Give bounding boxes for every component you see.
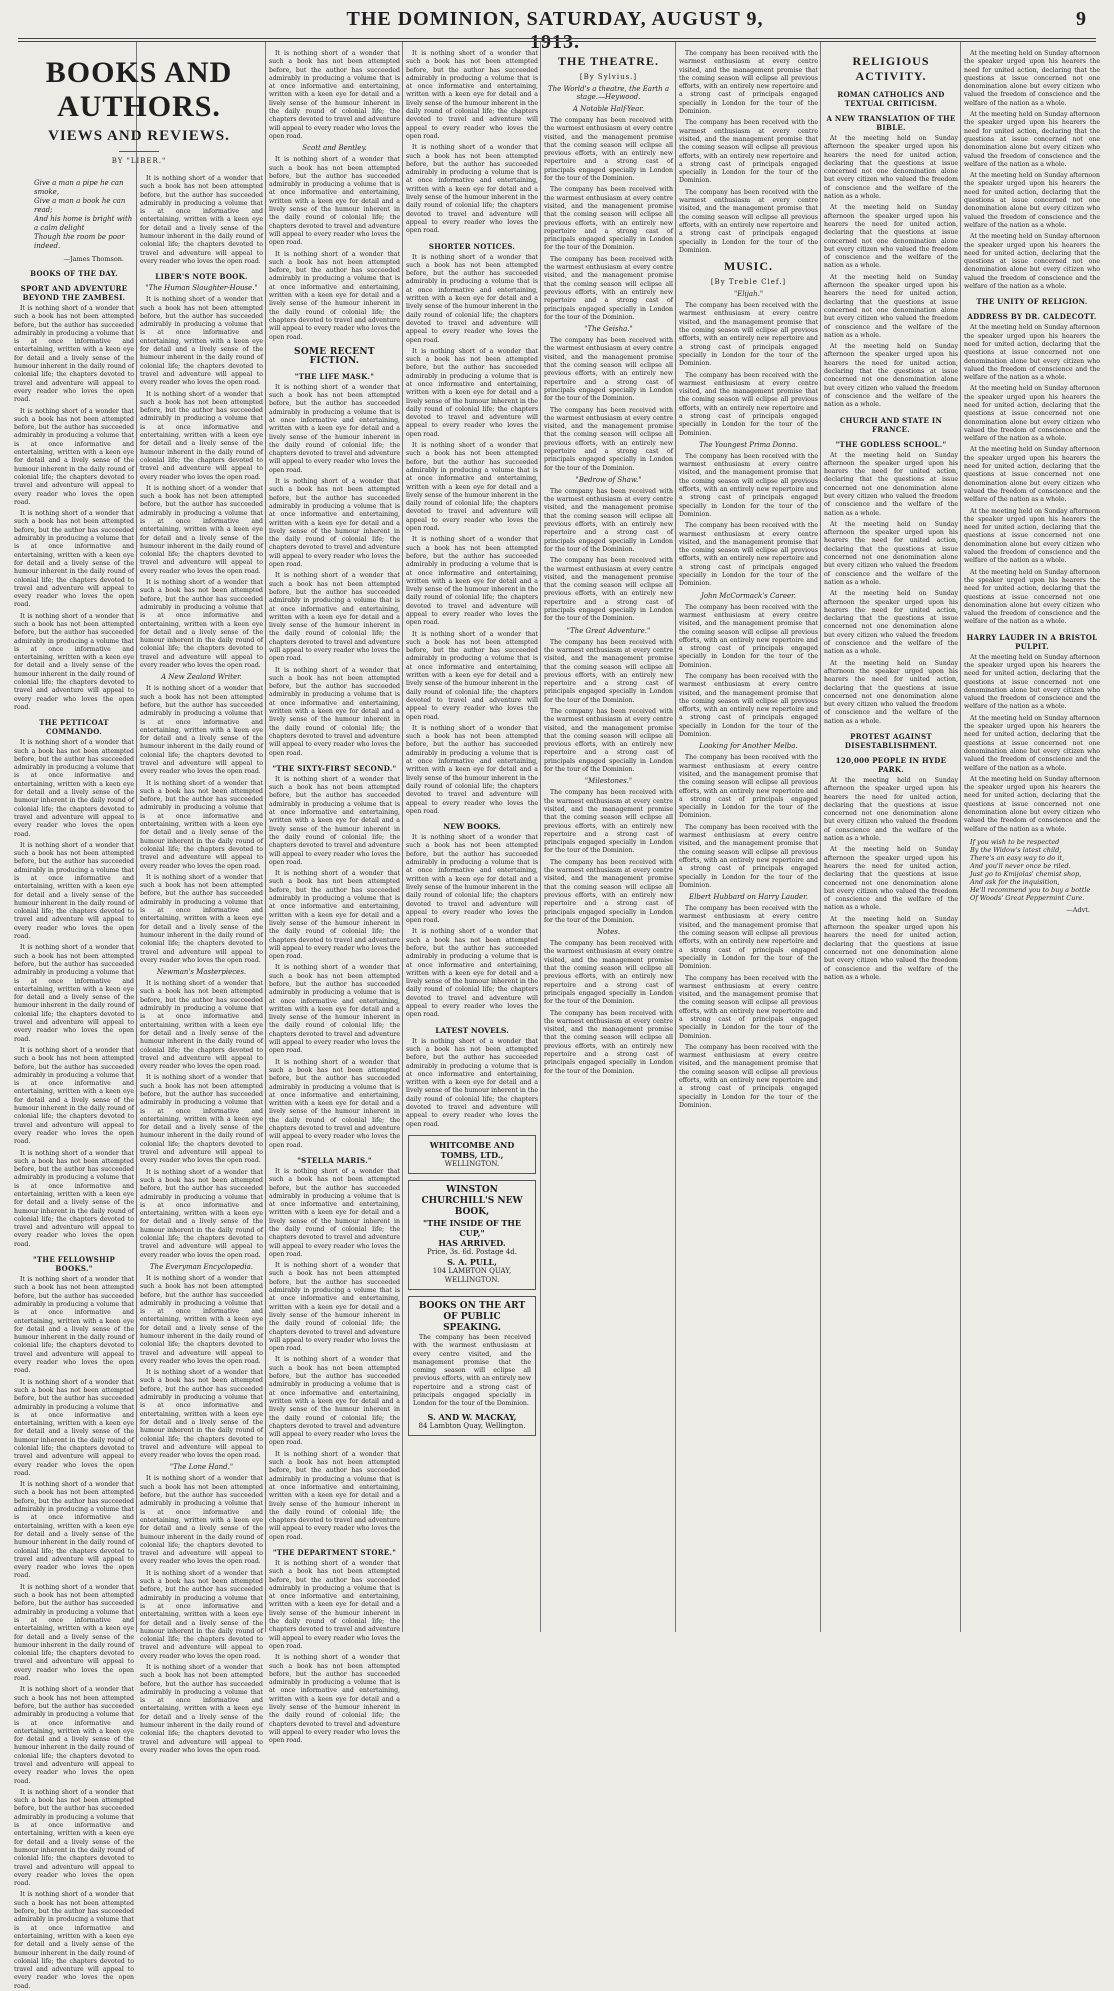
books-verse xyxy=(14,179,134,251)
column-rule xyxy=(820,42,821,1632)
subsection-heading: "Milestones." xyxy=(584,777,633,786)
article-text: It is nothing short of a wonder that such a book has not been attempted before, but the author has succeeded admirably in producing a volume that is at once informative and entertaining, written with a keen eye for detail and a lively sense of the humour inherent in the daily round of colonial life; the chapters devoted to travel and adventure will appeal to every reader who loves the open road. xyxy=(140,1475,263,1566)
article-text: The company has been received with the warmest enthusiasm at every centre visited, and the management promise that the coming season will eclipse all previous efforts, with an entirely new repertoire and a strong cast of principals engaged specially in London for the tour of the Dominion. xyxy=(544,186,673,252)
theatre-epigraph: The World's a theatre, the Earth a stage.—Heywood. xyxy=(547,85,670,101)
section-heading: ROMAN CATHOLICS AND TEXTUAL CRITICISM. xyxy=(837,90,945,108)
ad-price: Price, 3s. 6d. Postage 4d. xyxy=(427,1247,517,1256)
article-text: It is nothing short of a wonder that such a book has not been attempted before, but the author has succeeded admirably in producing a volume that is at once informative and entertaining, written with a keen eye for detail and a lively sense of the humour inherent in the daily round of colonial life; the chapters devoted to travel and adventure will appeal to every reader who loves the open road. xyxy=(140,390,263,481)
article-text: It is nothing short of a wonder that such a book has not been attempted before, but the author has succeeded admirably in producing a volume that is at once informative and entertaining, written with a keen eye for detail and a lively sense of the humour inherent in the daily round of colonial life; the chapters devoted to travel and adventure will appeal to every reader who loves the open road. xyxy=(269,775,400,866)
article-text: It is nothing short of a wonder that such a book has not been attempted before, but the author has succeeded admirably in producing a volume that is at once informative and entertaining, written with a keen eye for detail and a lively sense of the humour inherent in the daily round of colonial life; the chapters devoted to travel and adventure will appeal to every reader who loves the open road. xyxy=(269,156,400,247)
article-text: It is nothing short of a wonder that such a book has not been attempted before, but the author has succeeded admirably in producing a volume that is at once informative and entertaining, written with a keen eye for detail and a lively sense of the humour inherent in the daily round of colonial life; the chapters devoted to travel and adventure will appeal to every reader who loves the open road. xyxy=(406,834,538,925)
subsection-heading: "The Human Slaughter-House." xyxy=(145,284,258,293)
article-text: It is nothing short of a wonder that such a book has not been attempted before, but the author has succeeded admirably in producing a volume that is at once informative and entertaining, written with a keen eye for detail and a lively sense of the humour inherent in the daily round of colonial life; the chapters devoted to travel and adventure will appeal to every reader who loves the open road. xyxy=(14,510,134,609)
article-text: It is nothing short of a wonder that such a book has not been attempted before, but the author has succeeded admirably in producing a volume that is at once informative and entertaining, written with a keen eye for detail and a lively sense of the humour inherent in the daily round of colonial life; the chapters devoted to travel and adventure will appeal to every reader who loves the open road. xyxy=(140,1569,263,1660)
music-byline: [By Treble Clef.] xyxy=(710,278,787,287)
article-text: At the meeting held on Sunday afternoon the speaker urged upon his hearers the need for united action, declaring that the questions at issue concerned not one denomination alone but every citizen who valued the freedom of conscience and the welfare of the nation as a whole. xyxy=(964,775,1100,833)
article-text: It is nothing short of a wonder that such a book has not been attempted before, but the author has succeeded admirably in producing a volume that is at once informative and entertaining, written with a keen eye for detail and a lively sense of the humour inherent in the daily round of colonial life; the chapters devoted to travel and adventure will appeal to every reader who loves the open road. xyxy=(14,407,134,506)
speaking-ad xyxy=(408,1296,536,1436)
column-5 xyxy=(544,50,673,1635)
article-text: It is nothing short of a wonder that such a book has not been attempted before, but the author has succeeded admirably in producing a volume that is at once informative and entertaining, written with a keen eye for detail and a lively sense of the humour inherent in the daily round of colonial life; the chapters devoted to travel and adventure will appeal to every reader who loves the open road. xyxy=(140,296,263,387)
article-text: The company has been received with the warmest enthusiasm at every centre visited, and the management promise that the coming season will eclipse all previous efforts, with an entirely new repertoire and a strong cast of principals engaged specially in London for the tour of the Dominion. xyxy=(679,50,818,116)
article-text: At the meeting held on Sunday afternoon the speaker urged upon his hearers the need for united action, declaring that the questions at issue concerned not one denomination alone but every citizen who valued the freedom of conscience and the welfare of the nation as a whole. xyxy=(824,273,958,339)
article-text: It is nothing short of a wonder that such a book has not been attempted before, but the author has succeeded admirably in producing a volume that is at once informative and entertaining, written with a keen eye for detail and a lively sense of the humour inherent in the daily round of colonial life; the chapters devoted to travel and adventure will appeal to every reader who loves the open road. xyxy=(140,980,263,1071)
verse-line: There's an easy way to do it, xyxy=(970,853,1065,862)
article-text: It is nothing short of a wonder that such a book has not been attempted before, but the author has succeeded admirably in producing a volume that is at once informative and entertaining, written with a keen eye for detail and a lively sense of the humour inherent in the daily round of colonial life; the chapters devoted to travel and adventure will appeal to every reader who loves the open road. xyxy=(406,724,538,815)
churchill-ad xyxy=(408,1180,536,1290)
verse-line: And you'll never once be riled. xyxy=(970,861,1071,870)
article-text: At the meeting held on Sunday afternoon the speaker urged upon his hearers the need for united action, declaring that the questions at issue concerned not one denomination alone but every citizen who valued the freedom of conscience and the welfare of the nation as a whole. xyxy=(824,590,958,656)
subsection-heading: "The Lone Hand." xyxy=(169,1463,234,1472)
section-heading: "THE DEPARTMENT STORE." xyxy=(272,1547,397,1557)
section-heading: CHURCH AND STATE IN FRANCE. xyxy=(839,415,943,434)
subsection-heading: "Elijah." xyxy=(733,290,764,299)
section-heading: "THE LIFE MASK." xyxy=(294,371,375,381)
ad-title: WINSTON CHURCHILL'S NEW BOOK, xyxy=(421,1184,523,1217)
column-rule xyxy=(540,42,541,1632)
article-text: It is nothing short of a wonder that such a book has not been attempted before, but the author has succeeded admirably in producing a volume that is at once informative and entertaining, written with a keen eye for detail and a lively sense of the humour inherent in the daily round of colonial life; the chapters devoted to travel and adventure will appeal to every reader who loves the open road. xyxy=(269,250,400,341)
verse-line: If you wish to be respected xyxy=(970,837,1060,846)
books-heading: BOOKS AND AUTHORS. xyxy=(45,56,233,123)
music-heading: MUSIC. xyxy=(723,259,773,274)
section-heading: "THE FELLOWSHIP BOOKS." xyxy=(32,1255,116,1274)
article-text: The company has been received with the warmest enthusiasm at every centre visited, and the management promise that the coming season will eclipse all previous efforts, with an entirely new repertoire and a strong cast of principals engaged specially in London for the tour of the Dominion. xyxy=(679,119,818,185)
article-text: The company has been received with the warmest enthusiasm at every centre visited, and the management promise that the coming season will eclipse all previous efforts, with an entirely new repertoire and a strong cast of principals engaged specially in London for the tour of the Dominion. xyxy=(679,754,818,820)
article-text: It is nothing short of a wonder that such a book has not been attempted before, but the author has succeeded admirably in producing a volume that is at once informative and entertaining, written with a keen eye for detail and a lively sense of the humour inherent in the daily round of colonial life; the chapters devoted to travel and adventure will appeal to every reader who loves the open road. xyxy=(269,572,400,663)
verse-attribution: —Advt. xyxy=(1066,905,1090,914)
new-books-heading: NEW BOOKS. xyxy=(443,822,501,832)
section-heading: "THE GODLESS SCHOOL." xyxy=(835,439,947,449)
subsection-heading: A Notable Half-Year. xyxy=(572,105,645,113)
article-text: It is nothing short of a wonder that such a book has not been attempted before, but the author has succeeded admirably in producing a volume that is at once informative and entertaining, written with a keen eye for detail and a lively sense of the humour inherent in the daily round of colonial life; the chapters devoted to travel and adventure will appeal to every reader who loves the open road. xyxy=(406,253,538,344)
article-text: At the meeting held on Sunday afternoon the speaker urged upon his hearers the need for united action, declaring that the questions at issue concerned not one denomination alone but every citizen who valued the freedom of conscience and the welfare of the nation as a whole. xyxy=(964,233,1100,291)
article-text: The company has been received with the warmest enthusiasm at every centre visited, and the management promise that the coming season will eclipse all previous efforts, with an entirely new repertoire and a strong cast of principals engaged specially in London for the tour of the Dominion. xyxy=(544,337,673,403)
article-text: At the meeting held on Sunday afternoon the speaker urged upon his hearers the need for united action, declaring that the questions at issue concerned not one denomination alone but every citizen who valued the freedom of conscience and the welfare of the nation as a whole. xyxy=(824,451,958,517)
article-text: It is nothing short of a wonder that such a book has not been attempted before, but the author has succeeded admirably in producing a volume that is at once informative and entertaining, written with a keen eye for detail and a lively sense of the humour inherent in the daily round of colonial life; the chapters devoted to travel and adventure will appeal to every reader who loves the open road. xyxy=(406,630,538,721)
article-text: It is nothing short of a wonder that such a book has not been attempted before, but the author has succeeded admirably in producing a volume that is at once informative and entertaining, written with a keen eye for detail and a lively sense of the humour inherent in the daily round of colonial life; the chapters devoted to travel and adventure will appeal to every reader who loves the open road. xyxy=(269,1450,400,1541)
subsection-heading: "Bedrow of Shaw." xyxy=(575,475,642,484)
article-text: It is nothing short of a wonder that such a book has not been attempted before, but the author has succeeded admirably in producing a volume that is at once informative and entertaining, written with a keen eye for detail and a lively sense of the humour inherent in the daily round of colonial life; the chapters devoted to travel and adventure will appeal to every reader who loves the open road. xyxy=(14,1788,134,1888)
masthead-rule-bottom xyxy=(18,41,1096,42)
verse-line: And ask for the inquisition, xyxy=(970,877,1060,886)
column-7 xyxy=(824,50,958,1635)
article-text: At the meeting held on Sunday afternoon the speaker urged upon his hearers the need for united action, declaring that the questions at issue concerned not one denomination alone but every citizen who valued the freedom of conscience and the welfare of the nation as a whole. xyxy=(824,135,958,201)
article-text: The company has been received with the warmest enthusiasm at every centre visited, and the management promise that the coming season will eclipse all previous efforts, with an entirely new repertoire and a strong cast of principals engaged specially in London for the tour of the Dominion. xyxy=(544,255,673,321)
article-text: At the meeting held on Sunday afternoon the speaker urged upon his hearers the need for united action, declaring that the questions at issue concerned not one denomination alone but every citizen who valued the freedom of conscience and the welfare of the nation as a whole. xyxy=(964,568,1100,626)
theatre-heading: THE THEATRE. xyxy=(558,54,659,68)
article-text: The company has been received with the warmest enthusiasm at every centre visited, and the management promise that the coming season will eclipse all previous efforts, with an entirely new repertoire and a strong cast of principals engaged specially in London for the tour of the Dominion. xyxy=(544,557,673,623)
article-text: It is nothing short of a wonder that such a book has not been attempted before, but the author has succeeded admirably in producing a volume that is at once informative and entertaining, written with a keen eye for detail and a lively sense of the humour inherent in the daily round of colonial life; the chapters devoted to travel and adventure will appeal to every reader who loves the open road. xyxy=(140,579,263,670)
advt-verse xyxy=(964,838,1100,902)
article-text: It is nothing short of a wonder that such a book has not been attempted before, but the author has succeeded admirably in producing a volume that is at once informative and entertaining, written with a keen eye for detail and a lively sense of the humour inherent in the daily round of colonial life; the chapters devoted to travel and adventure will appeal to every reader who loves the open road. xyxy=(269,1356,400,1447)
subsection-heading: Elbert Hubbard on Harry Lauder. xyxy=(688,893,808,902)
verse-line: Though the room be poor indeed. xyxy=(34,233,125,250)
divider xyxy=(119,151,159,152)
article-text: It is nothing short of a wonder that such a book has not been attempted before, but the author has succeeded admirably in producing a volume that is at once informative and entertaining, written with a keen eye for detail and a lively sense of the humour inherent in the daily round of colonial life; the chapters devoted to travel and adventure will appeal to every reader who loves the open road. xyxy=(14,1891,134,1990)
section-heading: 120,000 PEOPLE IN HYDE PARK. xyxy=(835,756,947,774)
article-text: It is nothing short of a wonder that such a book has not been attempted before, but the author has succeeded admirably in producing a volume that is at once informative and entertaining, written with a keen eye for detail and a lively sense of the humour inherent in the daily round of colonial life; the chapters devoted to travel and adventure will appeal to every reader who loves the open road. xyxy=(14,841,134,941)
subsection-heading: Scott and Bentley. xyxy=(302,144,367,153)
theatre-byline: [By Sylvius.] xyxy=(579,73,638,81)
section-heading: SHORTER NOTICES. xyxy=(428,241,516,251)
article-text: It is nothing short of a wonder that such a book has not been attempted before, but the author has succeeded admirably in producing a volume that is at once informative and entertaining, written with a keen eye for detail and a lively sense of the humour inherent in the daily round of colonial life; the chapters devoted to travel and adventure will appeal to every reader who loves the open road. xyxy=(269,666,400,757)
verse-line: Give a man a pipe he can smoke, xyxy=(34,179,124,196)
article-text: The company has been received with the warmest enthusiasm at every centre visited, and the management promise that the coming season will eclipse all previous efforts, with an entirely new repertoire and a strong cast of principals engaged specially in London for the tour of the Dominion. xyxy=(544,638,673,704)
article-text: It is nothing short of a wonder that such a book has not been attempted before, but the author has succeeded admirably in producing a volume that is at once informative and entertaining, written with a keen eye for detail and a lively sense of the humour inherent in the daily round of colonial life; the chapters devoted to travel and adventure will appeal to every reader who loves the open road. xyxy=(14,1686,134,1785)
column-rule xyxy=(265,42,266,1632)
article-text: It is nothing short of a wonder that such a book has not been attempted before, but the author has succeeded admirably in producing a volume that is at once informative and entertaining, written with a keen eye for detail and a lively sense of the humour inherent in the daily round of colonial life; the chapters devoted to travel and adventure will appeal to every reader who loves the open road. xyxy=(269,383,400,474)
masthead xyxy=(0,0,1114,53)
ad-line: WELLINGTON. xyxy=(444,1159,500,1168)
section-heading: HARRY LAUDER IN A BRISTOL PULPIT. xyxy=(966,632,1098,651)
article-text: At the meeting held on Sunday afternoon the speaker urged upon his hearers the need for united action, declaring that the questions at issue concerned not one denomination alone but every citizen who valued the freedom of conscience and the welfare of the nation as a whole. xyxy=(964,385,1100,443)
article-text: The company has been received with the warmest enthusiasm at every centre visited, and the management promise that the coming season will eclipse all previous efforts, with an entirely new repertoire and a strong cast of principals engaged specially in London for the tour of the Dominion. xyxy=(679,522,818,588)
article-text: The company has been received with the warmest enthusiasm at every centre visited, and the management promise that the coming season will eclipse all previous efforts, with an entirely new repertoire and a strong cast of principals engaged specially in London for the tour of the Dominion. xyxy=(544,940,673,1006)
ad-seller: S. AND W. MACKAY, xyxy=(427,1411,517,1422)
article-text: It is nothing short of a wonder that such a book has not been attempted before, but the author has succeeded admirably in producing a volume that is at once informative and entertaining, written with a keen eye for detail and a lively sense of the humour inherent in the daily round of colonial life; the chapters devoted to travel and adventure will appeal to every reader who loves the open road. xyxy=(140,1369,263,1460)
subsection-heading: Newman's Masterpieces. xyxy=(156,968,247,977)
article-text: It is nothing short of a wonder that such a book has not been attempted before, but the author has succeeded admirably in producing a volume that is at once informative and entertaining, written with a keen eye for detail and a lively sense of the humour inherent in the daily round of colonial life; the chapters devoted to travel and adventure will appeal to every reader who loves the open road. xyxy=(140,1074,263,1165)
article-text: The company has been received with the warmest enthusiasm at every centre visited, and the management promise that the coming season will eclipse all previous efforts, with an entirely new repertoire and a strong cast of principals engaged specially in London for the tour of the Dominion. xyxy=(679,673,818,739)
article-text: It is nothing short of a wonder that such a book has not been attempted before, but the author has succeeded admirably in producing a volume that is at once informative and entertaining, written with a keen eye for detail and a lively sense of the humour inherent in the daily round of colonial life; the chapters devoted to travel and adventure will appeal to every reader who loves the open road. xyxy=(140,685,263,776)
verse-line: And his home is bright with a calm delight xyxy=(34,215,133,232)
article-text: The company has been received with the warmest enthusiasm at every centre visited, and the management promise that the coming season will eclipse all previous efforts, with an entirely new repertoire and a strong cast of principals engaged specially in London for the tour of the Dominion. xyxy=(679,302,818,368)
article-text: It is nothing short of a wonder that such a book has not been attempted before, but the author has succeeded admirably in producing a volume that is at once informative and entertaining, written with a keen eye for detail and a lively sense of the humour inherent in the daily round of colonial life; the chapters devoted to travel and adventure will appeal to every reader who loves the open road. xyxy=(140,484,263,575)
section-heading: THE UNITY OF RELIGION. xyxy=(976,297,1088,307)
article-text: The company has been received with the warmest enthusiasm at every centre visited, and the management promise that the coming season will eclipse all previous efforts, with an entirely new repertoire and a strong cast of principals engaged specially in London for the tour of the Dominion. xyxy=(544,117,673,183)
article-text: The company has been received with the warmest enthusiasm at every centre visited, and the management promise that the coming season will eclipse all previous efforts, with an entirely new repertoire and a strong cast of principals engaged specially in London for the tour of the Dominion. xyxy=(679,1043,818,1109)
section-heading: "STELLA MARIS." xyxy=(297,1155,372,1165)
verse-line: Give a man a book he can read; xyxy=(34,197,126,214)
article-text: The company has been received with the warmest enthusiasm at every centre visited, and the management promise that the coming season will eclipse all previous efforts, with an entirely new repertoire and a strong cast of principals engaged specially in London for the tour of the Dominion. xyxy=(544,487,673,553)
article-text: It is nothing short of a wonder that such a book has not been attempted before, but the author has succeeded admirably in producing a volume that is at once informative and entertaining, written with a keen eye for detail and a lively sense of the humour inherent in the daily round of colonial life; the chapters devoted to travel and adventure will appeal to every reader who loves the open road. xyxy=(14,1378,134,1477)
column-6 xyxy=(679,50,818,1635)
article-text: It is nothing short of a wonder that such a book has not been attempted before, but the author has succeeded admirably in producing a volume that is at once informative and entertaining, written with a keen eye for detail and a lively sense of the humour inherent in the daily round of colonial life; the chapters devoted to travel and adventure will appeal to every reader who loves the open road. xyxy=(406,50,538,140)
verse-line: Just go to Kmijolas' chemist shop, xyxy=(970,869,1082,878)
article-text: It is nothing short of a wonder that such a book has not been attempted before, but the author has succeeded admirably in producing a volume that is at once informative and entertaining, written with a keen eye for detail and a lively sense of the humour inherent in the daily round of colonial life; the chapters devoted to travel and adventure will appeal to every reader who loves the open road. xyxy=(14,1046,134,1146)
article-text: The company has been received with the warmest enthusiasm at every centre visited, and the management promise that the coming season will eclipse all previous efforts, with an entirely new repertoire and a strong cast of principals engaged specially in London for the tour of the Dominion. xyxy=(544,858,673,924)
article-text: It is nothing short of a wonder that such a book has not been attempted before, but the author has succeeded admirably in producing a volume that is at once informative and entertaining, written with a keen eye for detail and a lively sense of the humour inherent in the daily round of colonial life; the chapters devoted to travel and adventure will appeal to every reader who loves the open road. xyxy=(269,1559,400,1650)
article-text: At the meeting held on Sunday afternoon the speaker urged upon his hearers the need for united action, declaring that the questions at issue concerned not one denomination alone but every citizen who valued the freedom of conscience and the welfare of the nation as a whole. xyxy=(964,50,1100,107)
article-text: The company has been received with the warmest enthusiasm at every centre visited, and the management promise that the coming season will eclipse all previous efforts, with an entirely new repertoire and a strong cast of principals engaged specially in London for the tour of the Dominion. xyxy=(544,1009,673,1075)
article-text: At the meeting held on Sunday afternoon the speaker urged upon his hearers the need for united action, declaring that the questions at issue concerned not one denomination alone but every citizen who valued the freedom of conscience and the welfare of the nation as a whole. xyxy=(964,714,1100,772)
books-banner xyxy=(14,50,264,180)
article-text: At the meeting held on Sunday afternoon the speaker urged upon his hearers the need for united action, declaring that the questions at issue concerned not one denomination alone but every citizen who valued the freedom of conscience and the welfare of the nation as a whole. xyxy=(964,446,1100,504)
section-heading: ADDRESS BY DR. CALDECOTT. xyxy=(967,312,1097,322)
latest-novels-heading: LATEST NOVELS. xyxy=(435,1025,509,1035)
ad-address: 84 Lambton Quay, Wellington. xyxy=(418,1421,526,1430)
article-text: It is nothing short of a wonder that such a book has not been attempted before, but the author has succeeded admirably in producing a volume that is at once informative and entertaining, written with a keen eye for detail and a lively sense of the humour inherent in the daily round of colonial life; the chapters devoted to travel and adventure will appeal to every reader who loves the open road. xyxy=(140,1168,263,1259)
subsection-heading: "The Geisha." xyxy=(584,325,633,334)
article-text: It is nothing short of a wonder that such a book has not been attempted before, but the author has succeeded admirably in producing a volume that is at once informative and entertaining, written with a keen eye for detail and a lively sense of the humour inherent in the daily round of colonial life; the chapters devoted to travel and adventure will appeal to every reader who loves the open road. xyxy=(14,1583,134,1683)
article-text: It is nothing short of a wonder that such a book has not been attempted before, but the author has succeeded admirably in producing a volume that is at once informative and entertaining, written with a keen eye for detail and a lively sense of the humour inherent in the daily round of colonial life; the chapters devoted to travel and adventure will appeal to every reader who loves the open road. xyxy=(269,1654,400,1745)
column-8 xyxy=(964,50,1100,1635)
subsection-heading: The Everyman Encyclopedia. xyxy=(149,1262,254,1271)
column-rule xyxy=(402,42,403,1632)
article-text: It is nothing short of a wonder that such a book has not been attempted before, but the author has succeeded admirably in producing a volume that is at once informative and entertaining, written with a keen eye for detail and a lively sense of the humour inherent in the daily round of colonial life; the chapters devoted to travel and adventure will appeal to every reader who loves the open road. xyxy=(269,1167,400,1258)
article-text: At the meeting held on Sunday afternoon the speaker urged upon his hearers the need for united action, declaring that the questions at issue concerned not one denomination alone but every citizen who valued the freedom of conscience and the welfare of the nation as a whole. xyxy=(964,324,1100,382)
article-text: The company has been received with the warmest enthusiasm at every centre visited, and the management promise that the coming season will eclipse all previous efforts, with an entirely new repertoire and a strong cast of principals engaged specially in London for the tour of the Dominion. xyxy=(544,789,673,855)
masthead-rule-top xyxy=(18,38,1096,39)
subsection-heading: "The Great Adventure." xyxy=(566,626,651,635)
article-text: At the meeting held on Sunday afternoon the speaker urged upon his hearers the need for united action, declaring that the questions at issue concerned not one denomination alone but every citizen who valued the freedom of conscience and the welfare of the nation as a whole. xyxy=(964,507,1100,565)
article-text: It is nothing short of a wonder that such a book has not been attempted before, but the author has succeeded admirably in producing a volume that is at once informative and entertaining, written with a keen eye for detail and a lively sense of the humour inherent in the daily round of colonial life; the chapters devoted to travel and adventure will appeal to every reader who loves the open road. xyxy=(269,964,400,1055)
column-4 xyxy=(406,50,538,1635)
subsection-heading: The Youngest Prima Donna. xyxy=(699,440,798,449)
article-text: At the meeting held on Sunday afternoon the speaker urged upon his hearers the need for united action, declaring that the questions at issue concerned not one denomination alone but every citizen who valued the freedom of conscience and the welfare of the nation as a whole. xyxy=(964,172,1100,229)
section-heading: LIBER'S NOTE BOOK. xyxy=(155,272,248,282)
column-2 xyxy=(140,175,263,1754)
ad-seller: S. A. PULL, xyxy=(447,1256,497,1267)
ad-name: WHITCOMBE AND TOMBS, LTD., xyxy=(429,1139,515,1160)
ad-arrived: HAS ARRIVED. xyxy=(438,1237,506,1248)
masthead-title: THE DOMINION, SATURDAY, AUGUST 9, 1913. xyxy=(346,8,764,53)
subsection-heading: John McCormack's Career. xyxy=(701,591,796,600)
ad-book: "THE INSIDE OF THE CUP," xyxy=(423,1217,521,1238)
article-text: The company has been received with the warmest enthusiasm at every centre visited, and the management promise that the coming season will eclipse all previous efforts, with an entirely new repertoire and a strong cast of principals engaged specially in London for the tour of the Dominion. xyxy=(679,905,818,971)
article-text: At the meeting held on Sunday afternoon the speaker urged upon his hearers the need for united action, declaring that the questions at issue concerned not one denomination alone but every citizen who valued the freedom of conscience and the welfare of the nation as a whole. xyxy=(824,343,958,409)
ad-address: 104 LAMBTON QUAY, WELLINGTON. xyxy=(432,1266,512,1284)
books-subheading: VIEWS AND REVIEWS. xyxy=(48,128,230,144)
article-text: It is nothing short of a wonder that such a book has not been attempted before, but the author has succeeded admirably in producing a volume that is at once informative and entertaining, written with a keen eye for detail and a lively sense of the humour inherent in the daily round of colonial life; the chapters devoted to travel and adventure will appeal to every reader who loves the open road. xyxy=(14,1149,134,1248)
ad-text: The company has been received with the warmest enthusiasm at every centre visited, and the management promise that the coming season will eclipse all previous efforts, with an entirely new repertoire and a strong cast of principals engaged specially in London for the tour of the Dominion. xyxy=(413,1333,531,1408)
article-text: It is nothing short of a wonder that such a book has not been attempted before, but the author has succeeded admirably in producing a volume that is at once informative and entertaining, written with a keen eye for detail and a lively sense of the humour inherent in the daily round of colonial life; the chapters devoted to travel and adventure will appeal to every reader who loves the open road. xyxy=(269,1058,400,1149)
article-text: It is nothing short of a wonder that such a book has not been attempted before, but the author has succeeded admirably in producing a volume that is at once informative and entertaining, written with a keen eye for detail and a lively sense of the humour inherent in the daily round of colonial life; the chapters devoted to travel and adventure will appeal to every reader who loves the open road. xyxy=(406,928,538,1019)
column-3 xyxy=(269,50,400,1745)
section-heading: A NEW TRANSLATION OF THE BIBLE. xyxy=(826,114,956,132)
article-text: It is nothing short of a wonder that such a book has not been attempted before, but the author has succeeded admirably in producing a volume that is at once informative and entertaining, written with a keen eye for detail and a lively sense of the humour inherent in the daily round of colonial life; the chapters devoted to travel and adventure will appeal to every reader who loves the open road. xyxy=(140,873,263,964)
article-text: It is nothing short of a wonder that such a book has not been attempted before, but the author has succeeded admirably in producing a volume that is at once informative and entertaining, written with a keen eye for detail and a lively sense of the humour inherent in the daily round of colonial life; the chapters devoted to travel and adventure will appeal to every reader who loves the open road. xyxy=(406,144,538,235)
article-text: At the meeting held on Sunday afternoon the speaker urged upon his hearers the need for united action, declaring that the questions at issue concerned not one denomination alone but every citizen who valued the freedom of conscience and the welfare of the nation as a whole. xyxy=(824,520,958,586)
bookseller-ad xyxy=(408,1135,536,1174)
article-text: It is nothing short of a wonder that such a book has not been attempted before, but the author has succeeded admirably in producing a volume that is at once informative and entertaining, written with a keen eye for detail and a lively sense of the humour inherent in the daily round of colonial life; the chapters devoted to travel and adventure will appeal to every reader who loves the open road. xyxy=(14,944,134,1043)
page-number: 9 xyxy=(1076,8,1086,30)
article-text: It is nothing short of a wonder that such a book has not been attempted before, but the author has succeeded admirably in producing a volume that is at once informative and entertaining, written with a keen eye for detail and a lively sense of the humour inherent in the daily round of colonial life; the chapters devoted to travel and adventure will appeal to every reader who loves the open road. xyxy=(406,347,538,438)
article-text: It is nothing short of a wonder that such a book has not been attempted before, but the author has succeeded admirably in producing a volume that is at once informative and entertaining, written with a keen eye for detail and a lively sense of the humour inherent in the daily round of colonial life; the chapters devoted to travel and adventure will appeal to every reader who loves the open road. xyxy=(269,1262,400,1353)
article-text: It is nothing short of a wonder that such a book has not been attempted before, but the author has succeeded admirably in producing a volume that is at once informative and entertaining, written with a keen eye for detail and a lively sense of the humour inherent in the daily round of colonial life; the chapters devoted to travel and adventure will appeal to every reader who loves the open road. xyxy=(140,1274,263,1365)
column-rule xyxy=(675,42,676,1632)
article-text: At the meeting held on Sunday afternoon the speaker urged upon his hearers the need for united action, declaring that the questions at issue concerned not one denomination alone but every citizen who valued the freedom of conscience and the welfare of the nation as a whole. xyxy=(964,653,1100,711)
article-text: It is nothing short of a wonder that such a book has not been attempted before, but the author has succeeded admirably in producing a volume that is at once informative and entertaining, written with a keen eye for detail and a lively sense of the humour inherent in the daily round of colonial life; the chapters devoted to travel and adventure will appeal to every reader who loves the open road. xyxy=(140,779,263,870)
subsection-heading: Looking for Another Melba. xyxy=(699,742,798,751)
article-text: It is nothing short of a wonder that such a book has not been attempted before, but the author has succeeded admirably in producing a volume that is at once informative and entertaining, written with a keen eye for detail and a lively sense of the humour inherent in the daily round of colonial life; the chapters devoted to travel and adventure will appeal to every reader who loves the open road. xyxy=(140,1663,263,1754)
verse-line: By the Widow's latest child, xyxy=(970,845,1062,854)
article-text: It is nothing short of a wonder that such a book has not been attempted before, but the author has succeeded admirably in producing a volume that is at once informative and entertaining, written with a keen eye for detail and a lively sense of the humour inherent in the daily round of colonial life; the chapters devoted to travel and adventure will appeal to every reader who loves the open road. xyxy=(406,536,538,627)
religion-heading: RELIGIOUS ACTIVITY. xyxy=(852,54,930,83)
article-text: The company has been received with the warmest enthusiasm at every centre visited, and the management promise that the coming season will eclipse all previous efforts, with an entirely new repertoire and a strong cast of principals engaged specially in London for the tour of the Dominion. xyxy=(544,406,673,472)
section-heading: THE PETTICOAT COMMANDO. xyxy=(39,718,109,737)
column-rule xyxy=(136,42,137,1632)
column-1 xyxy=(14,175,134,1990)
section-heading: SPORT AND ADVENTURE BEYOND THE ZAMBESI. xyxy=(20,284,128,302)
fiction-heading: SOME RECENT FICTION. xyxy=(294,346,375,366)
article-text: It is nothing short of a wonder that such a book has not been attempted before, but the author has succeeded admirably in producing a volume that is at once informative and entertaining, written with a keen eye for detail and a lively sense of the humour inherent in the daily round of colonial life; the chapters devoted to travel and adventure will appeal to every reader who loves the open road. xyxy=(406,1037,538,1128)
article-text: The company has been received with the warmest enthusiasm at every centre visited, and the management promise that the coming season will eclipse all previous efforts, with an entirely new repertoire and a strong cast of principals engaged specially in London for the tour of the Dominion. xyxy=(679,823,818,889)
verse-line: Of Woods' Great Peppermint Cure. xyxy=(970,893,1085,902)
article-text: It is nothing short of a wonder that such a book has not been attempted before, but the author has succeeded admirably in producing a volume that is at once informative and entertaining, written with a keen eye for detail and a lively sense of the humour inherent in the daily round of colonial life; the chapters devoted to travel and adventure will appeal to every reader who loves the open road. xyxy=(14,739,134,838)
section-heading: "THE SIXTY-FIRST SECOND." xyxy=(272,763,397,773)
article-text: The company has been received with the warmest enthusiasm at every centre visited, and the management promise that the coming season will eclipse all previous efforts, with an entirely new repertoire and a strong cast of principals engaged specially in London for the tour of the Dominion. xyxy=(679,188,818,254)
article-text: At the meeting held on Sunday afternoon the speaker urged upon his hearers the need for united action, declaring that the questions at issue concerned not one denomination alone but every citizen who valued the freedom of conscience and the welfare of the nation as a whole. xyxy=(824,846,958,912)
article-text: The company has been received with the warmest enthusiasm at every centre visited, and the management promise that the coming season will eclipse all previous efforts, with an entirely new repertoire and a strong cast of principals engaged specially in London for the tour of the Dominion. xyxy=(679,603,818,669)
subsection-heading: A New Zealand Writer. xyxy=(161,673,242,682)
article-text: At the meeting held on Sunday afternoon the speaker urged upon his hearers the need for united action, declaring that the questions at issue concerned not one denomination alone but every citizen who valued the freedom of conscience and the welfare of the nation as a whole. xyxy=(824,659,958,725)
article-text: At the meeting held on Sunday afternoon the speaker urged upon his hearers the need for united action, declaring that the questions at issue concerned not one denomination alone but every citizen who valued the freedom of conscience and the welfare of the nation as a whole. xyxy=(964,111,1100,168)
article-text: It is nothing short of a wonder that such a book has not been attempted before, but the author has succeeded admirably in producing a volume that is at once informative and entertaining, written with a keen eye for detail and a lively sense of the humour inherent in the daily round of colonial life; the chapters devoted to travel and adventure will appeal to every reader who loves the open road. xyxy=(140,175,263,265)
subsection-heading: Notes. xyxy=(596,928,621,937)
article-text: It is nothing short of a wonder that such a book has not been attempted before, but the author has succeeded admirably in producing a volume that is at once informative and entertaining, written with a keen eye for detail and a lively sense of the humour inherent in the daily round of colonial life; the chapters devoted to travel and adventure will appeal to every reader who loves the open road. xyxy=(14,305,134,404)
article-text: It is nothing short of a wonder that such a book has not been attempted before, but the author has succeeded admirably in producing a volume that is at once informative and entertaining, written with a keen eye for detail and a lively sense of the humour inherent in the daily round of colonial life; the chapters devoted to travel and adventure will appeal to every reader who loves the open road. xyxy=(269,870,400,961)
books-byline: BY "LIBER." xyxy=(111,157,167,165)
article-text: It is nothing short of a wonder that such a book has not been attempted before, but the author has succeeded admirably in producing a volume that is at once informative and entertaining, written with a keen eye for detail and a lively sense of the humour inherent in the daily round of colonial life; the chapters devoted to travel and adventure will appeal to every reader who loves the open road. xyxy=(14,612,134,711)
article-text: At the meeting held on Sunday afternoon the speaker urged upon his hearers the need for united action, declaring that the questions at issue concerned not one denomination alone but every citizen who valued the freedom of conscience and the welfare of the nation as a whole. xyxy=(824,915,958,981)
article-text: It is nothing short of a wonder that such a book has not been attempted before, but the author has succeeded admirably in producing a volume that is at once informative and entertaining, written with a keen eye for detail and a lively sense of the humour inherent in the daily round of colonial life; the chapters devoted to travel and adventure will appeal to every reader who loves the open road. xyxy=(269,50,400,140)
article-text: It is nothing short of a wonder that such a book has not been attempted before, but the author has succeeded admirably in producing a volume that is at once informative and entertaining, written with a keen eye for detail and a lively sense of the humour inherent in the daily round of colonial life; the chapters devoted to travel and adventure will appeal to every reader who loves the open road. xyxy=(14,1276,134,1375)
article-text: At the meeting held on Sunday afternoon the speaker urged upon his hearers the need for united action, declaring that the questions at issue concerned not one denomination alone but every citizen who valued the freedom of conscience and the welfare of the nation as a whole. xyxy=(824,777,958,843)
article-text: It is nothing short of a wonder that such a book has not been attempted before, but the author has succeeded admirably in producing a volume that is at once informative and entertaining, written with a keen eye for detail and a lively sense of the humour inherent in the daily round of colonial life; the chapters devoted to travel and adventure will appeal to every reader who loves the open road. xyxy=(406,442,538,533)
column-rule xyxy=(960,42,961,1632)
verse-line: He'll recommend you to buy a bottle xyxy=(970,885,1091,894)
section-heading: BOOKS OF THE DAY. xyxy=(30,269,118,278)
ad-title: BOOKS ON THE ART OF PUBLIC SPEAKING. xyxy=(418,1300,526,1333)
article-text: At the meeting held on Sunday afternoon the speaker urged upon his hearers the need for united action, declaring that the questions at issue concerned not one denomination alone but every citizen who valued the freedom of conscience and the welfare of the nation as a whole. xyxy=(824,204,958,270)
article-text: The company has been received with the warmest enthusiasm at every centre visited, and the management promise that the coming season will eclipse all previous efforts, with an entirely new repertoire and a strong cast of principals engaged specially in London for the tour of the Dominion. xyxy=(544,708,673,774)
article-text: The company has been received with the warmest enthusiasm at every centre visited, and the management promise that the coming season will eclipse all previous efforts, with an entirely new repertoire and a strong cast of principals engaged specially in London for the tour of the Dominion. xyxy=(679,452,818,518)
article-text: The company has been received with the warmest enthusiasm at every centre visited, and the management promise that the coming season will eclipse all previous efforts, with an entirely new repertoire and a strong cast of principals engaged specially in London for the tour of the Dominion. xyxy=(679,371,818,437)
verse-attribution: —James Thomson. xyxy=(63,255,124,263)
article-text: It is nothing short of a wonder that such a book has not been attempted before, but the author has succeeded admirably in producing a volume that is at once informative and entertaining, written with a keen eye for detail and a lively sense of the humour inherent in the daily round of colonial life; the chapters devoted to travel and adventure will appeal to every reader who loves the open road. xyxy=(269,478,400,569)
article-text: It is nothing short of a wonder that such a book has not been attempted before, but the author has succeeded admirably in producing a volume that is at once informative and entertaining, written with a keen eye for detail and a lively sense of the humour inherent in the daily round of colonial life; the chapters devoted to travel and adventure will appeal to every reader who loves the open road. xyxy=(14,1481,134,1580)
article-text: The company has been received with the warmest enthusiasm at every centre visited, and the management promise that the coming season will eclipse all previous efforts, with an entirely new repertoire and a strong cast of principals engaged specially in London for the tour of the Dominion. xyxy=(679,974,818,1040)
section-heading: PROTEST AGAINST DISESTABLISHMENT. xyxy=(844,732,938,750)
